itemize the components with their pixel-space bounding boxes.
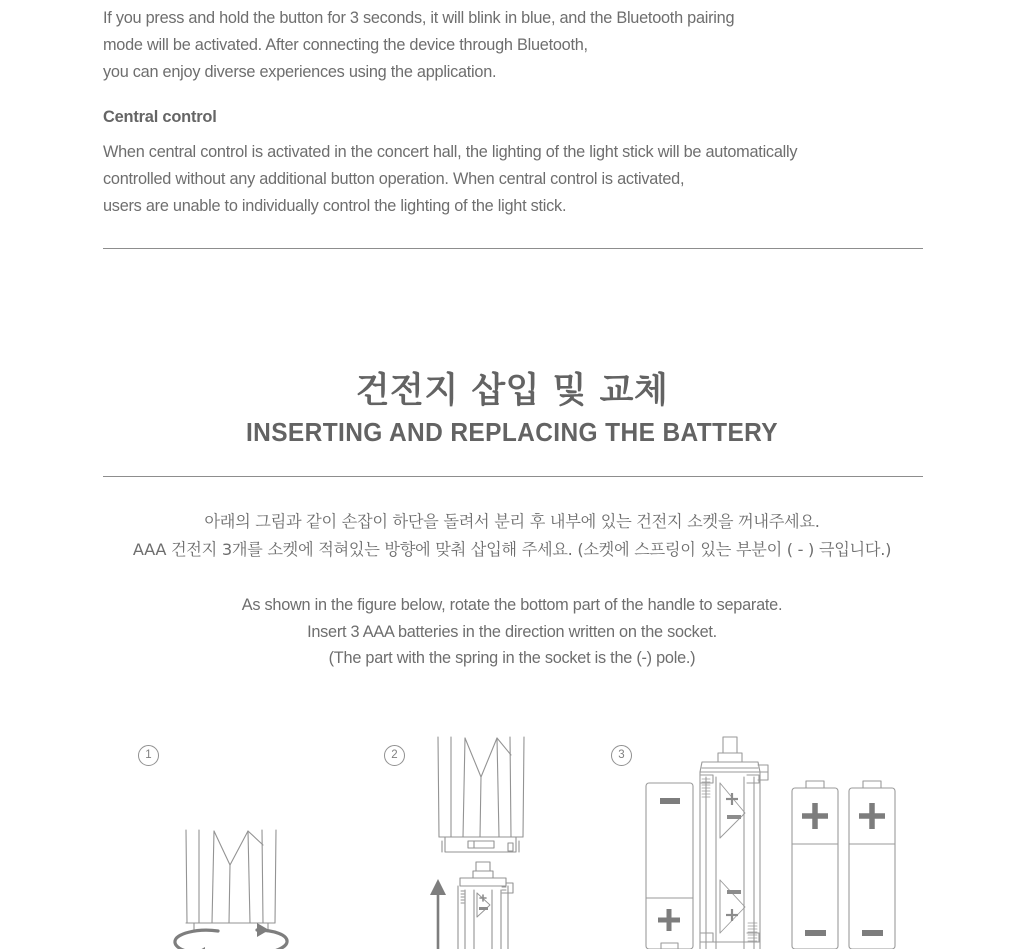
figure-2-illustration (380, 735, 560, 949)
figure-1-number: 1 (138, 745, 159, 766)
figure-2-separate-socket (380, 735, 560, 949)
central-control-heading: Central control (103, 108, 217, 126)
instruction-en-line-1: As shown in the figure below, rotate the bottom part of the handle to separate. (241, 596, 783, 614)
figure-3-illustration (605, 735, 905, 949)
instruction-en-line-2: Insert 3 AAA batteries in the direction written on the socket. (307, 622, 717, 641)
figure-1-rotate-handle (130, 735, 330, 949)
intro-line-1: If you press and hold the button for 3 seconds, it will blink in blue, and the Bluetooth pairing (103, 9, 735, 27)
figure-3-insert-batteries (605, 735, 905, 949)
instruction-ko-line-1: 아래의 그림과 같이 손잡이 하단을 돌려서 분리 후 내부에 있는 건전지 소켓을 꺼내주세요. (204, 512, 820, 531)
intro-line-2: mode will be activated. After connecting the device through Bluetooth, (103, 36, 588, 54)
intro-line-3: you can enjoy diverse experiences using the application. (103, 63, 497, 81)
instruction-en-line-3: (The part with the spring in the socket is the (-) pole.) (328, 649, 696, 667)
section-title-korean: 건전지 삽입 및 교체 (355, 371, 669, 411)
section-title-english: INSERTING AND REPLACING THE BATTERY (245, 419, 779, 447)
central-control-line-2: controlled without any additional button operation. When central control is activated, (103, 170, 685, 188)
figure-3-number: 3 (611, 745, 632, 766)
figure-1-illustration (130, 735, 330, 949)
instruction-ko-line-2: AAA 건전지 3개를 소켓에 적혀있는 방향에 맞춰 삽입해 주세요. (소켓에 스프링이 있는 부분이 ( - ) 극입니다.) (132, 540, 892, 559)
central-control-line-1: When central control is activated in the concert hall, the lighting of the light stick will be automatically (103, 143, 798, 161)
figure-2-number: 2 (384, 745, 405, 766)
central-control-line-3: users are unable to individually control the lighting of the light stick. (103, 197, 567, 215)
